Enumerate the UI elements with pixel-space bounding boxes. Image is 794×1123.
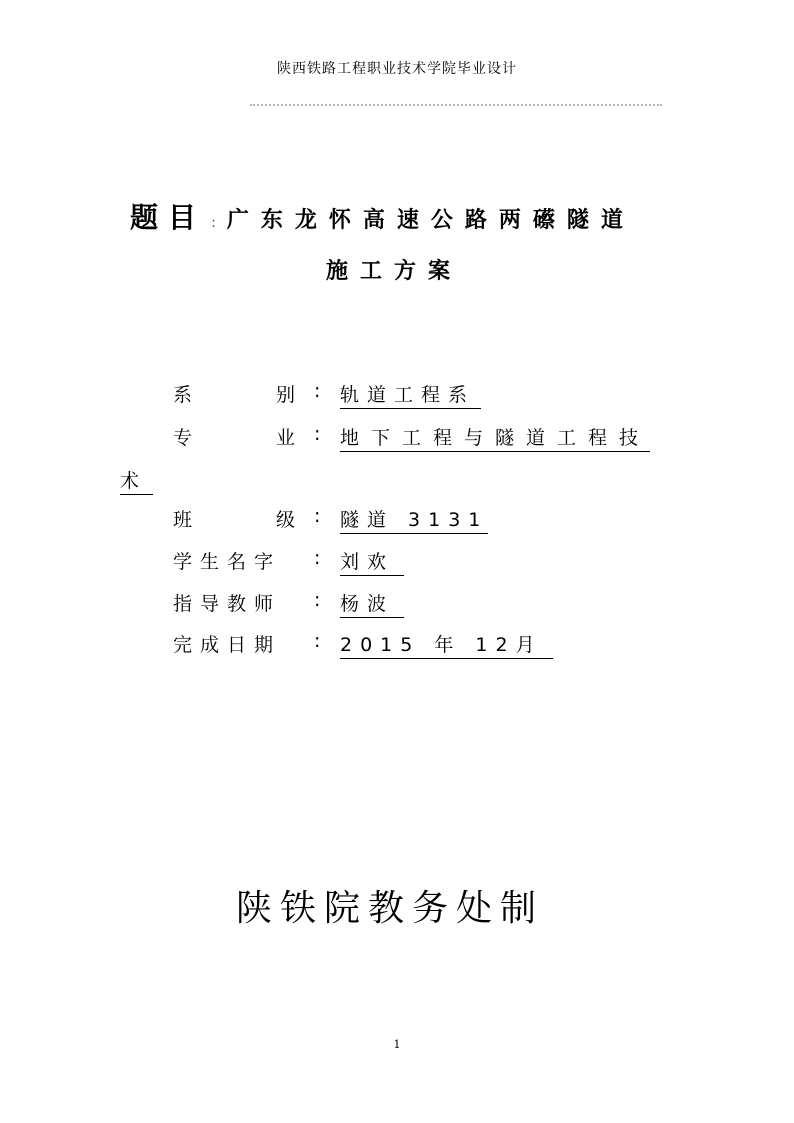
major-label	[173, 423, 303, 450]
page-number: 1	[393, 1038, 401, 1051]
class-label-char-1: 班	[173, 509, 201, 531]
title-line-1: 广东龙怀高速公路两礤隧道	[226, 208, 635, 233]
major-label-char-2: 业	[275, 427, 303, 449]
advisor-value: 杨波	[340, 589, 404, 618]
major-colon: :	[314, 423, 329, 445]
major-label-char-1: 专	[173, 427, 201, 449]
major-value: 地下工程与隧道工程技	[340, 423, 650, 452]
date-value: 2015 年 12月	[340, 630, 553, 659]
class-value: 隧道 3131	[340, 505, 488, 534]
department-colon: :	[314, 380, 329, 402]
date-label: 完成日期	[173, 634, 282, 656]
title-line-2: 施工方案	[326, 259, 463, 284]
student-colon: :	[314, 547, 329, 569]
department-value: 轨道工程系	[340, 380, 481, 409]
page-header: 陕西铁路工程职业技术学院毕业设计	[277, 61, 517, 77]
major-value-continuation: 术	[120, 466, 153, 495]
class-colon: :	[314, 505, 329, 527]
advisor-label: 指导教师	[173, 593, 282, 615]
thesis-title	[130, 196, 635, 236]
advisor-colon: :	[314, 589, 329, 611]
date-colon: :	[314, 630, 329, 652]
title-label: 题目	[130, 201, 207, 234]
department-label	[173, 380, 303, 407]
header-divider	[250, 104, 662, 106]
class-label	[173, 505, 303, 532]
title-colon: :	[211, 215, 216, 231]
student-value: 刘欢	[340, 547, 404, 576]
issuing-office: 陕铁院教务处制	[235, 888, 544, 929]
student-label: 学生名字	[173, 551, 282, 573]
class-label-char-2: 级	[275, 509, 303, 531]
department-label-char-2: 别	[275, 384, 303, 406]
department-label-char-1: 系	[173, 384, 201, 406]
